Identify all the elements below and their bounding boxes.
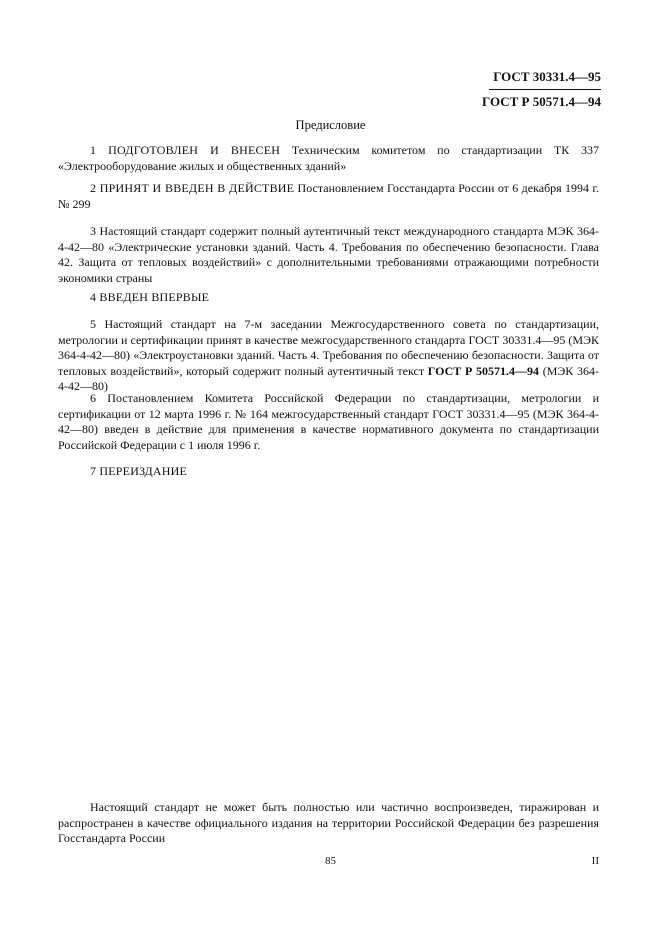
paragraph-4: 4 ВВЕДЕН ВПЕРВЫЕ (90, 290, 210, 304)
paragraph-6: 6 Постановлением Комитета Российской Федерации по стандартизации, метрологии и сертификации от 12 марта 1996 г. № 164 межгосударственный стандарт ГОСТ 30331.4—95 (МЭК 364-4-42—80) введен в действие для применения в качестве нормативного документа по стандартизации Российской Федерации с 1 июля 1996 г. (58, 391, 599, 452)
paragraph-5 (58, 317, 599, 395)
copyright-note: Настоящий стандарт не может быть полностью или частично воспроизведен, тиражирован и распространен в качестве официального издания на территории Российской Федерации без разрешения Госстандарта России (58, 800, 599, 845)
paragraph-2-text: Постановлением Госстандарта России от 6 декабря 1994 г. № 299 (58, 181, 600, 211)
paragraph-5-tail: (МЭК 364-4-42—80) (58, 363, 599, 393)
paragraph-1-lead: 1 ПОДГОТОВЛЕН И ВНЕСЕН (90, 143, 281, 157)
paragraph-5-bold-code: ГОСТ Р 50571.4—94 (427, 363, 539, 378)
edition-mark: II (591, 855, 599, 867)
page-number: 85 (325, 855, 336, 867)
paragraph-1-text: Техническим комитетом по стандартизации ТК 337 «Электрооборудование жилых и общественных зданий» (58, 143, 599, 173)
paragraph-7: 7 ПЕРЕИЗДАНИЕ (90, 464, 188, 478)
paragraph-2 (58, 181, 599, 212)
standard-code-2: ГОСТ Р 50571.4—94 (482, 94, 601, 109)
paragraph-3: 3 Настоящий стандарт содержит полный аутентичный текст международного стандарта МЭК 364-4-42—80 «Электрические установки зданий. Часть 4. Требования по обеспечению безопасности. Глава 42. Защита от тепловых воздействий» с дополнительными требованиями отражающими потребности экономики страны (58, 224, 599, 285)
paragraph-5-text: 5 Настоящий стандарт на 7-м заседании Межгосударственного совета по стандартизации, метрологии и сертификации принят в качестве межгосударственного стандарта ГОСТ 30331.4—95 (МЭК 364-4-42—80) «Электроустановки зданий. Часть 4. Требования по обеспечению безопасности. Защита от тепловых воздействий», который содержит полный аутентичный текст (58, 317, 599, 378)
page-title: Предисловие (295, 118, 366, 132)
standard-code-1: ГОСТ 30331.4—95 (493, 69, 601, 84)
paragraph-2-lead: 2 ПРИНЯТ И ВВЕДЕН В ДЕЙСТВИЕ (90, 181, 295, 195)
paragraph-1 (58, 143, 599, 174)
standard-codes (482, 66, 601, 112)
